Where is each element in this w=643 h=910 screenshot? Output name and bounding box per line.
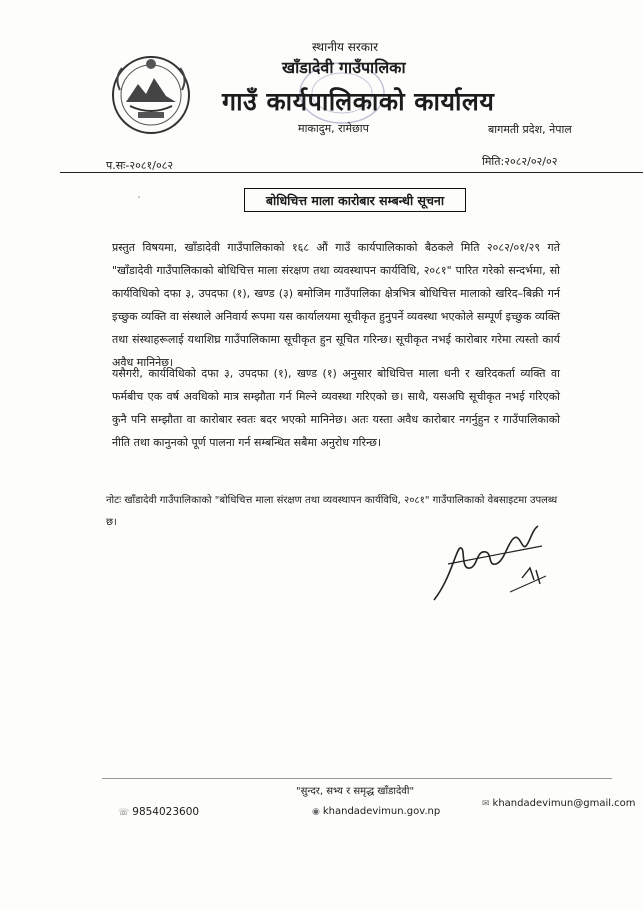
- phone-icon: ☏: [118, 808, 130, 818]
- globe-icon: ◉: [312, 807, 320, 817]
- notice-title: बोधिचित्त माला कारोबार सम्बन्धी सूचना: [244, 188, 466, 212]
- notice-paragraph-2: यसैगरी, कार्यविधिको दफा ३, उपदफा (१), खण्ड (१) अनुसार बोधिचित्त माला धनी र खरिदकर्ता व्यक्ति वा फर्मबीच एक वर्ष अवधिको मात्र सम्झौता गर्न मिल्ने व्यवस्था गरिएको छ। साथै, यसअघि सूचीकृत नभई गरिएको कुनै पनि सम्झौता वा कारोबार स्वतः बदर भएको मानिनेछ। अतः यस्ता अवैध कारोबार नगर्नुहुन र गाउँपालिकाको नीति तथा कानुनको पूर्ण पालना गर्न सम्बन्धित सबैमा अनुरोध गरिन्छ।: [112, 367, 560, 449]
- province-label: बागमती प्रदेश, नेपाल: [488, 123, 572, 136]
- local-government-label: स्थानीय सरकार: [312, 40, 378, 54]
- nepal-emblem-icon: [108, 50, 194, 136]
- website-link[interactable]: khandadevimun.gov.np: [322, 806, 441, 817]
- footer-website[interactable]: [312, 806, 440, 817]
- footer-slogan: "सुन्दर, सभ्य र समृद्ध खाँडादेवी": [296, 786, 415, 797]
- mail-icon: ✉: [482, 799, 490, 809]
- footer-email[interactable]: [482, 798, 636, 809]
- header-divider: [60, 172, 643, 173]
- municipality-name: खाँडादेवी गाउँपालिका: [282, 58, 406, 77]
- footer-divider: [102, 778, 612, 779]
- pen-mark: ˊ: [136, 196, 141, 207]
- reference-number: प.सः-२०८१/०८२: [106, 159, 174, 172]
- issue-date: मिति:२०८२/०२/०२: [482, 155, 558, 168]
- footer-phone: [118, 806, 199, 818]
- signature: [430, 520, 550, 608]
- notice-note: नोटः खाँडादेवी गाउँपालिकाको "बोधिचित्त माला संरक्षण तथा व्यवस्थापन कार्यविधि, २०८१" गाउँपालिकाको वेबसाइटमा उपलब्ध छ।: [106, 495, 558, 528]
- office-address: माकादुम, रामेछाप: [298, 122, 369, 135]
- office-name: गाउँ कार्यपालिकाको कार्यालय: [222, 87, 495, 116]
- email-link[interactable]: khandadevimun@gmail.com: [492, 798, 636, 809]
- phone-number: 9854023600: [132, 806, 200, 818]
- notice-paragraph-1: प्रस्तुत विषयमा, खाँडादेवी गाउँपालिकाको १६८ औं गाउँ कार्यपालिकाको बैठकले मिति २०८२/०१/२९ गते "खाँडादेवी गाउँपालिकाको बोधिचित्त माला संरक्षण तथा व्यवस्थापन कार्यविधि, २०८१" पारित गरेको सन्दर्भमा, सो कार्यविधिको दफा ३, उपदफा (१), खण्ड (३) बमोजिम गाउँपालिका क्षेत्रभित्र बोधिचित्त मालाको खरिद–बिक्री गर्न इच्छुक व्यक्ति वा संस्थाले अनिवार्य रूपमा यस कार्यालयमा सूचीकृत हुनुपर्ने व्यवस्था भएकोले सम्पूर्ण इच्छुक व्यक्ति तथा संस्थाहरूलाई यथाशिघ्र गाउँपालिकामा सूचीकृत हुन सूचित गरिन्छ। सूचीकृत नभई कारोबार गरेमा त्यस्तो कार्य अवैध मानिनेछ।: [112, 241, 560, 369]
